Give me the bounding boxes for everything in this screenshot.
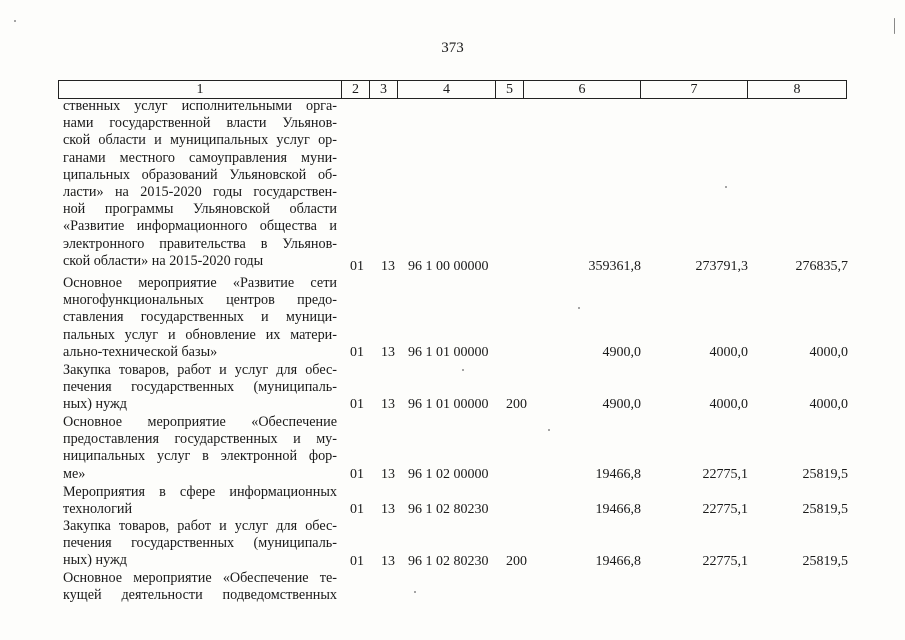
cell-target-article: 96 1 00 00000 <box>408 259 489 274</box>
row-text-line: Основное мероприятие «Развитие сети <box>63 275 337 291</box>
header-col-3: 3 <box>369 81 397 98</box>
cell-amount-col8: 25819,5 <box>802 502 848 517</box>
cell-amount-col8: 25819,5 <box>802 467 848 482</box>
cell-section: 01 <box>350 502 364 517</box>
row-text-line: ганами местного самоуправления муни- <box>63 149 337 166</box>
row-description <box>63 414 337 483</box>
cell-subsection: 13 <box>381 467 395 482</box>
row-text-line: ально-технической базы» <box>63 343 218 360</box>
row-text-line: электронного правительства в Ульянов- <box>63 235 337 252</box>
row-text-line: Закупка товаров, работ и услуг для обес- <box>63 518 337 534</box>
row-text-line: ственных услуг исполнительными орга- <box>63 98 337 114</box>
row-text-line: пальных услуг и обновление их матери- <box>63 326 337 343</box>
row-text-line: ципальных образований Ульяновской об- <box>63 166 337 183</box>
header-col-2: 2 <box>341 81 369 98</box>
cell-amount-col7: 273791,3 <box>695 259 748 274</box>
cell-expense-type: 200 <box>506 554 527 569</box>
row-text-line: печения государственных (муниципаль- <box>63 535 337 552</box>
header-col-8: 8 <box>747 81 847 98</box>
header-col-1: 1 <box>58 81 341 98</box>
scan-speck <box>462 369 464 371</box>
row-text-line: ской области и муниципальных услуг ор- <box>63 132 337 149</box>
row-text-line: ниципальных услуг в электронной фор- <box>63 448 337 465</box>
cell-amount-col7: 22775,1 <box>702 554 748 569</box>
scan-speck <box>725 186 727 188</box>
row-text-line: ставления государственных и муници- <box>63 309 337 326</box>
header-col-5: 5 <box>495 81 523 98</box>
cell-amount-col8: 4000,0 <box>809 345 848 360</box>
row-description <box>63 275 337 361</box>
header-col-6: 6 <box>523 81 640 98</box>
cell-amount-col6: 4900,0 <box>602 397 641 412</box>
row-text-line: Мероприятия в сфере информационных <box>63 484 337 500</box>
row-text-line: ных) нужд <box>63 396 128 413</box>
scan-speck <box>14 20 16 22</box>
row-text-line: Закупка товаров, работ и услуг для обес- <box>63 362 337 378</box>
row-description <box>63 98 337 270</box>
cell-target-article: 96 1 02 00000 <box>408 467 489 482</box>
row-text-line: ной программы Ульяновской области <box>63 201 337 218</box>
row-text-line: нами государственной власти Ульянов- <box>63 115 337 132</box>
row-text-line: ме» <box>63 465 86 482</box>
cell-amount-col7: 22775,1 <box>702 467 748 482</box>
cell-section: 01 <box>350 397 364 412</box>
row-text-line: Основное мероприятие «Обеспечение те- <box>63 570 337 586</box>
cell-subsection: 13 <box>381 502 395 517</box>
cell-expense-type: 200 <box>506 397 527 412</box>
cell-amount-col6: 19466,8 <box>595 502 641 517</box>
cell-amount-col6: 19466,8 <box>595 467 641 482</box>
cell-subsection: 13 <box>381 345 395 360</box>
cell-section: 01 <box>350 345 364 360</box>
cell-amount-col6: 19466,8 <box>595 554 641 569</box>
row-text-line: технологий <box>63 501 133 518</box>
cell-subsection: 13 <box>381 554 395 569</box>
row-text-line: предоставления государственных и му- <box>63 431 337 448</box>
cell-amount-col6: 359361,8 <box>588 259 641 274</box>
cell-amount-col8: 25819,5 <box>802 554 848 569</box>
cell-target-article: 96 1 02 80230 <box>408 554 489 569</box>
scan-speck <box>578 307 580 309</box>
cell-amount-col7: 4000,0 <box>709 345 748 360</box>
row-text-line: многофункциональных центров предо- <box>63 292 337 309</box>
cell-target-article: 96 1 02 80230 <box>408 502 489 517</box>
cell-amount-col7: 4000,0 <box>709 397 748 412</box>
cell-amount-col7: 22775,1 <box>702 502 748 517</box>
table-header <box>58 80 847 99</box>
row-text-line: ных) нужд <box>63 552 128 569</box>
row-text-line: ласти» на 2015-2020 годы государствен- <box>63 184 337 201</box>
scan-speck <box>414 591 416 593</box>
cell-target-article: 96 1 01 00000 <box>408 397 489 412</box>
header-col-7: 7 <box>640 81 747 98</box>
row-description <box>63 518 337 570</box>
cell-subsection: 13 <box>381 397 395 412</box>
row-text-line: ской области» на 2015-2020 годы <box>63 252 264 269</box>
cell-subsection: 13 <box>381 259 395 274</box>
row-text-line: кущей деятельности подведомственных <box>63 587 337 604</box>
row-text-line: печения государственных (муниципаль- <box>63 379 337 396</box>
scan-speck <box>548 429 550 431</box>
row-description <box>63 570 337 604</box>
cell-amount-col8: 276835,7 <box>795 259 848 274</box>
cell-section: 01 <box>350 259 364 274</box>
cell-amount-col6: 4900,0 <box>602 345 641 360</box>
row-text-line: «Развитие информационного общества и <box>63 218 337 235</box>
row-text-line: Основное мероприятие «Обеспечение <box>63 414 337 430</box>
header-col-4: 4 <box>397 81 495 98</box>
cell-section: 01 <box>350 467 364 482</box>
page-number: 373 <box>441 40 464 56</box>
cell-target-article: 96 1 01 00000 <box>408 345 489 360</box>
cell-section: 01 <box>350 554 364 569</box>
cell-amount-col8: 4000,0 <box>809 397 848 412</box>
row-description <box>63 484 337 518</box>
scan-speck <box>894 18 895 34</box>
row-description <box>63 362 337 414</box>
